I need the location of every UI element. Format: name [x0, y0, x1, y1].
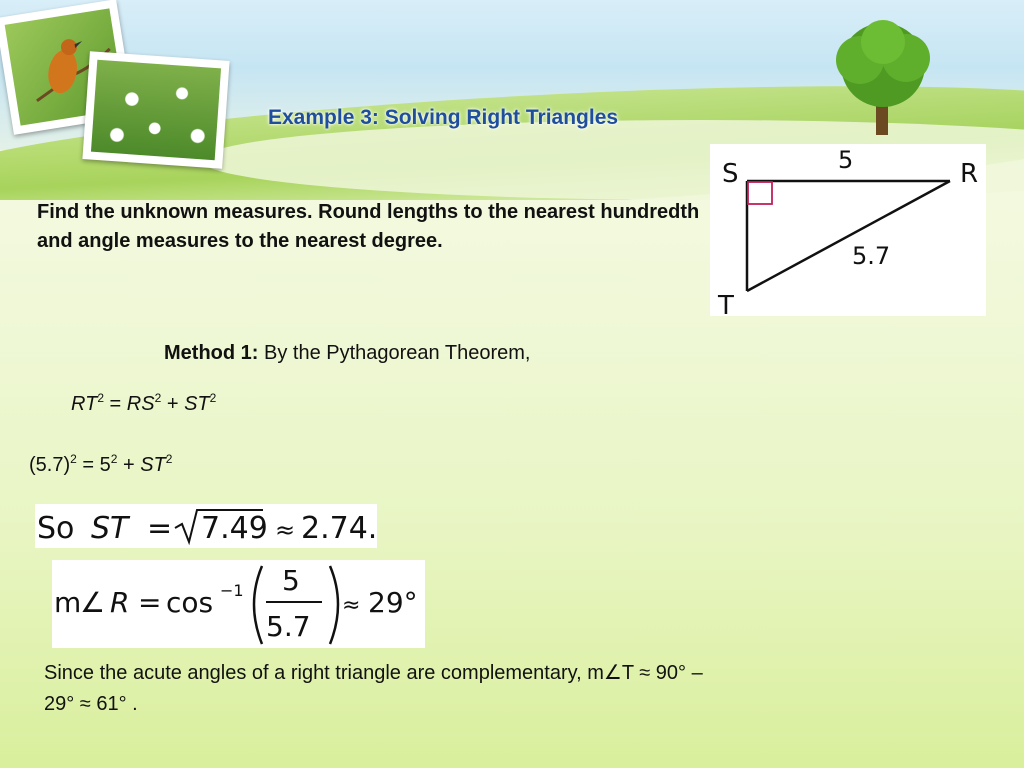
- angle-m: m: [54, 586, 82, 619]
- eq1-plus: +: [161, 393, 185, 415]
- st-equals: =: [147, 511, 173, 546]
- pythagorean-equation: [71, 393, 216, 416]
- right-paren: [330, 566, 338, 644]
- cos-text: cos: [166, 586, 214, 619]
- method-line: [164, 342, 530, 365]
- st-var: ST: [91, 511, 129, 546]
- side-sr-label: 5: [838, 146, 854, 174]
- eq1-equals: =: [104, 393, 127, 415]
- triangle-figure: [710, 144, 986, 316]
- flowers-photo: [82, 51, 229, 169]
- fraction-numerator: 5: [282, 564, 300, 597]
- eq1-term1: RS: [126, 393, 155, 415]
- conclusion-line1: Since the acute angles of a right triangle are complementary, m∠T ≈ 90° –: [44, 662, 703, 684]
- vertex-s-label: S: [722, 159, 739, 189]
- substituted-equation: [29, 454, 172, 477]
- angle-symbol: ∠: [80, 586, 106, 619]
- eq1-exp2: 2: [154, 391, 162, 405]
- left-paren: [254, 566, 262, 644]
- st-value: 2.74.: [301, 511, 377, 546]
- side-rt-label: 5.7: [852, 242, 891, 270]
- fraction-denominator: 5.7: [266, 610, 311, 643]
- side-rt: [747, 181, 950, 291]
- eq2-exp2: 2: [110, 452, 118, 466]
- conclusion-text: [44, 658, 944, 720]
- eq1-lhs: RT: [71, 393, 98, 415]
- angle-approx: ≈: [342, 593, 361, 618]
- method-text: By the Pythagorean Theorem,: [258, 342, 531, 364]
- triangle-diagram: [710, 144, 986, 316]
- st-result-formula: [35, 504, 377, 548]
- eq2-exp1: 2: [70, 452, 77, 466]
- inverse-exp: −1: [220, 581, 244, 600]
- st-result-svg: [35, 504, 377, 548]
- eq1-exp3: 2: [209, 391, 217, 405]
- angle-r-formula: [52, 560, 425, 648]
- st-approx: ≈: [275, 516, 296, 544]
- conclusion-line2: 29° ≈ 61° .: [44, 693, 138, 715]
- eq2-lhs: (5.7): [29, 454, 71, 476]
- slide-title: Example 3: Solving Right Triangles: [268, 106, 619, 129]
- tree-icon: [818, 20, 948, 140]
- st-radicand: 7.49: [201, 511, 268, 546]
- angle-equals: =: [138, 586, 162, 619]
- eq2-term2: ST: [140, 454, 166, 476]
- eq1-exp1: 2: [97, 391, 104, 405]
- eq2-plus: +: [117, 454, 141, 476]
- eq2-equals: = 5: [76, 454, 111, 476]
- vertex-r-label: R: [960, 159, 979, 189]
- eq1-term2: ST: [184, 393, 210, 415]
- angle-var: R: [110, 586, 130, 619]
- vertex-t-label: T: [718, 291, 734, 316]
- eq2-exp3: 2: [165, 452, 173, 466]
- right-angle-marker: [748, 182, 772, 204]
- problem-prompt: Find the unknown measures. Round lengths to the nearest hundredth and angle measures to the nearest degree.: [37, 201, 700, 252]
- so-text: So: [37, 511, 75, 546]
- angle-value: 29°: [368, 586, 418, 619]
- angle-r-svg: [52, 560, 425, 648]
- method-label: Method 1:: [164, 342, 259, 364]
